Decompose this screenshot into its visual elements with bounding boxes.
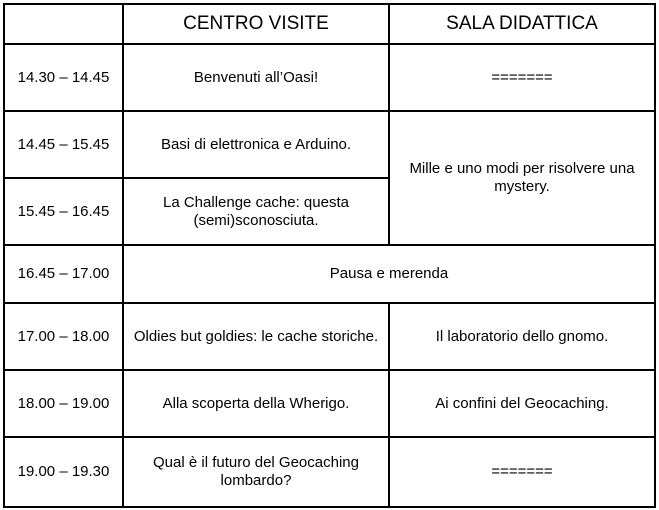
table-row — [4, 370, 655, 437]
centro-cell: Basi di elettronica e Arduino. — [123, 111, 389, 178]
table-row — [4, 111, 655, 178]
table-row — [4, 44, 655, 111]
table-row — [4, 245, 655, 303]
time-cell: 19.00 – 19.30 — [4, 437, 123, 507]
sala-cell: Il laboratorio dello gnomo. — [389, 303, 655, 370]
time-cell: 17.00 – 18.00 — [4, 303, 123, 370]
centro-cell: La Challenge cache: questa (semi)sconosciuta. — [123, 178, 389, 245]
time-cell: 18.00 – 19.00 — [4, 370, 123, 437]
centro-cell: Alla scoperta della Wherigo. — [123, 370, 389, 437]
schedule-table — [3, 3, 656, 508]
time-cell: 16.45 – 17.00 — [4, 245, 123, 303]
sala-cell: ======= — [389, 44, 655, 111]
merged-cell: Pausa e merenda — [123, 245, 655, 303]
centro-cell: Qual è il futuro del Geocaching lombardo? — [123, 437, 389, 507]
header-row — [4, 4, 655, 44]
table-row — [4, 437, 655, 507]
corner-cell — [4, 4, 123, 44]
time-cell: 14.30 – 14.45 — [4, 44, 123, 111]
sala-cell: Mille e uno modi per risolvere una mystery. — [389, 111, 655, 245]
header-sala-didattica: SALA DIDATTICA — [389, 4, 655, 44]
centro-cell: Oldies but goldies: le cache storiche. — [123, 303, 389, 370]
table-row — [4, 303, 655, 370]
sala-cell: ======= — [389, 437, 655, 507]
header-centro-visite: CENTRO VISITE — [123, 4, 389, 44]
centro-cell: Benvenuti all’Oasi! — [123, 44, 389, 111]
time-cell: 14.45 – 15.45 — [4, 111, 123, 178]
time-cell: 15.45 – 16.45 — [4, 178, 123, 245]
sala-cell: Ai confini del Geocaching. — [389, 370, 655, 437]
